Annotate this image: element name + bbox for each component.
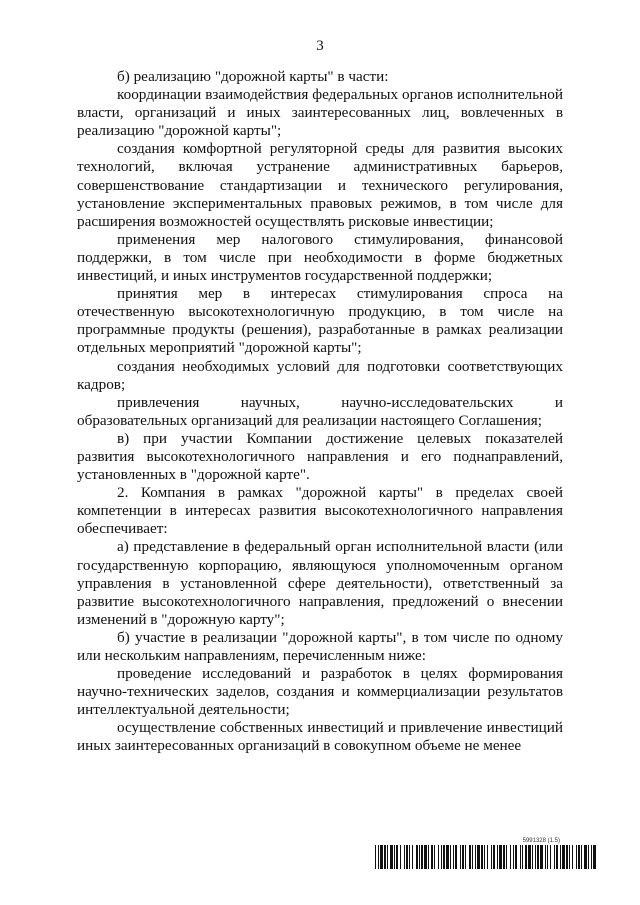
paragraph: б) участие в реализации "дорожной карты", в том числе по одному или нескольким направлениям, перечисленным ниже:	[77, 628, 563, 664]
paragraph: в) при участии Компании достижение целевых показателей развития высокотехнологичного направления и его поднаправлений, установленных в "дорожной карте".	[77, 429, 563, 484]
paragraph: создания комфортной регуляторной среды для развития высоких технологий, включая устранение административных барьеров, совершенствование стандартизации и технического регулирования, установление экспериментальных правовых режимов, в том числе для расширения возможностей осуществлять рисковые инвестиции;	[77, 140, 563, 230]
page-number: 3	[316, 38, 324, 54]
barcode	[375, 845, 597, 869]
document-code: 5991328 (1.5)	[522, 838, 560, 844]
paragraph: а) представление в федеральный орган исполнительной власти (или государственную корпорацию, являющуюся уполномоченным органом управления в установленной сфере деятельности), ответственный за развитие высокотехнологичного направления, предложений о внесении изменений в "дорожную карту";	[77, 538, 563, 628]
document-body	[77, 68, 563, 756]
paragraph: б) реализацию "дорожной карты" в части:	[117, 68, 389, 85]
paragraph: создания необходимых условий для подготовки соответствующих кадров;	[77, 357, 563, 393]
paragraph: проведение исследований и разработок в целях формирования научно-технических заделов, создания и коммерциализации результатов интеллектуальной деятельности;	[77, 665, 563, 719]
paragraph: применения мер налогового стимулирования, финансовой поддержки, в том числе при необходимости в форме бюджетных инвестиций, и иных инструментов государственной поддержки;	[77, 230, 563, 285]
paragraph: принятия мер в интересах стимулирования спроса на отечественную высокотехнологичную продукцию, в том числе на программные продукты (решения), разработанные в рамках реализации отдельных мероприятий "дорожной карты";	[77, 285, 563, 357]
paragraph: 2. Компания в рамках "дорожной карты" в пределах своей компетенции в интересах развития высокотехнологичного направления обеспечивает:	[77, 484, 563, 538]
paragraph: осуществление собственных инвестиций и привлечение инвестиций иных заинтересованных организаций в совокупном объеме не менее	[77, 719, 563, 755]
paragraph: привлечения научных, научно-исследовательских и образовательных организаций для реализации настоящего Соглашения;	[77, 393, 563, 429]
paragraph: координации взаимодействия федеральных органов исполнительной власти, организаций и иных заинтересованных лиц, вовлеченных в реализацию "дорожной карты";	[77, 86, 563, 140]
